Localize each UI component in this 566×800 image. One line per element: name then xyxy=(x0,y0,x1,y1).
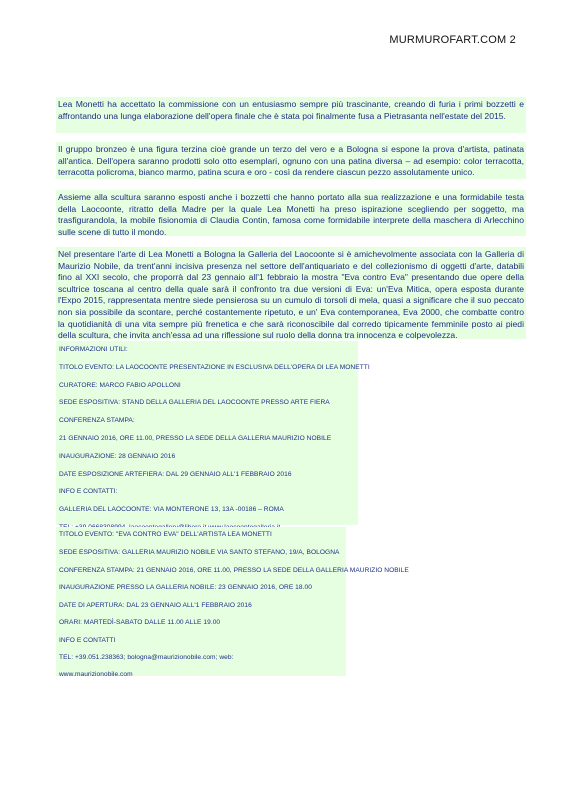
info-phone-email: TEL: +39.051.238363; bologna@maurizionobile.com; web: xyxy=(59,654,234,661)
info-event-title: TITOLO EVENTO: "EVA CONTRO EVA" DELL'ARTISTA LEA MONETTI xyxy=(59,531,272,538)
info-block-nobile xyxy=(56,527,409,678)
info-contacts-label: INFO E CONTATTI: xyxy=(59,488,118,495)
info-venue: SEDE ESPOSITIVA: STAND DELLA GALLERIA DEL LAOCOONTE PRESSO ARTE FIERA xyxy=(59,399,330,406)
info-block-laocoonte xyxy=(56,341,370,525)
info-address: GALLERIA DEL LAOCOONTE: VIA MONTERONE 13, 13A -00186 – ROMA xyxy=(59,506,284,513)
page-header: MURMUROFART.COM 2 xyxy=(389,34,516,46)
info-heading: INFORMAZIONI UTILI: xyxy=(59,346,128,353)
info-opening: INAUGURAZIONE: 28 GENNAIO 2016 xyxy=(59,453,176,460)
info-contacts-label: INFO E CONTATTI xyxy=(59,637,116,644)
info-press-conference-label: CONFERENZA STAMPA: xyxy=(59,417,135,424)
paragraph-bronze-group: Il gruppo bronzeo è una figura terzina cioè grande un terzo del vero e a Bologna si espone la prova d'artista, patinata all'antica. Dell'opera saranno prodotti solo otto esemplari, ognuno con una patina diversa – ad esempio: color terracotta, terracotta policroma, bianco marmo, patina scura e oro - così da rendere ciascun pezzo assolutamente unico. xyxy=(58,144,524,178)
info-press-conference-date: 21 GENNAIO 2016, ORE 11.00, PRESSO LA SEDE DELLA GALLERIA MAURIZIO NOBILE xyxy=(59,435,332,442)
info-opening: INAUGURAZIONE PRESSO LA GALLERIA NOBILE: 23 GENNAIO 2016, ORE 18.00 xyxy=(59,584,312,591)
paragraph-sketches: Assieme alla scultura saranno esposti anche i bozzetti che hanno portato alla sua realizzazione e una formidabile testa della Laocoonte, ritratto della Madre per la quale Lea Monetti ha preso ispirazione scegliendo per soggetto, ma trasfigurandola, la mobile fisionomia di Claudia Contin, famosa come formidabile interprete della maschera di Arlecchino sulle scene di tutto il mondo. xyxy=(58,192,524,237)
info-website: www.maurizionobile.com xyxy=(59,671,133,678)
info-hours: ORARI: MARTEDÌ-SABATO DALLE 11.00 ALLE 19.00 xyxy=(59,619,221,626)
info-event-title: TITOLO EVENTO: LA LAOCOONTE PRESENTAZIONE IN ESCLUSIVA DELL'OPERA DI LEA MONETTI xyxy=(59,364,370,371)
info-venue: SEDE ESPOSITIVA: GALLERIA MAURIZIO NOBILE VIA SANTO STEFANO, 19/A, BOLOGNA xyxy=(59,549,340,556)
info-dates: DATE ESPOSIZIONE ARTEFIERA: DAL 29 GENNAIO ALL'1 FEBBRAIO 2016 xyxy=(59,471,292,478)
paragraph-commission: Lea Monetti ha accettato la commissione con un entusiasmo sempre più trascinante, creando di furia i primi bozzetti e affrontando una lunga elaborazione dell'opera finale che è stata poi finalmente fusa a Pietrasanta nell'estate del 2015. xyxy=(56,97,526,133)
info-curator: CURATORE: MARCO FABIO APOLLONI xyxy=(59,382,181,389)
info-press-conference: CONFERENZA STAMPA: 21 GENNAIO 2016, ORE 11.00, PRESSO LA SEDE DELLA GALLERIA MAURIZIO NOBILE xyxy=(59,567,409,574)
info-dates: DATE DI APERTURA: DAL 23 GENNAIO ALL'1 FEBBRAIO 2016 xyxy=(59,602,252,609)
paragraph-exhibition: Nel presentare l'arte di Lea Monetti a Bologna la Galleria del Laocoonte si è amichevolmente associata con la Galleria di Maurizio Nobile, da trent'anni incisiva presenza nel settore dell'antiquariato e del collezionismo di oggetti d'arte, databili fino al XXI secolo, che proporrà dal 23 gennaio all'1 febbraio la mostra "Eva contro Eva" presentando due opere della scultrice toscana al centro della quale sarà il confronto tra due versioni di Eva: un'Eva Mitica, opera esposta durante l'Expo 2015, rappresentata mentre siede pensierosa su un cumulo di torsoli di mela, quasi a significare che il suo peccato non sia possibile da scontare, perché costantemente ripetuto, e un' Eva contemporanea, Eva 2000, che combatte contro la quotidianità di una vita sempre più frenetica e che sarà riconoscibile dal corredo tipicamente femminile posto ai piedi della scultura, che invita anch'essa ad una riflessione sul ruolo della donna tra innocenza e colpevolezza. xyxy=(58,249,524,341)
